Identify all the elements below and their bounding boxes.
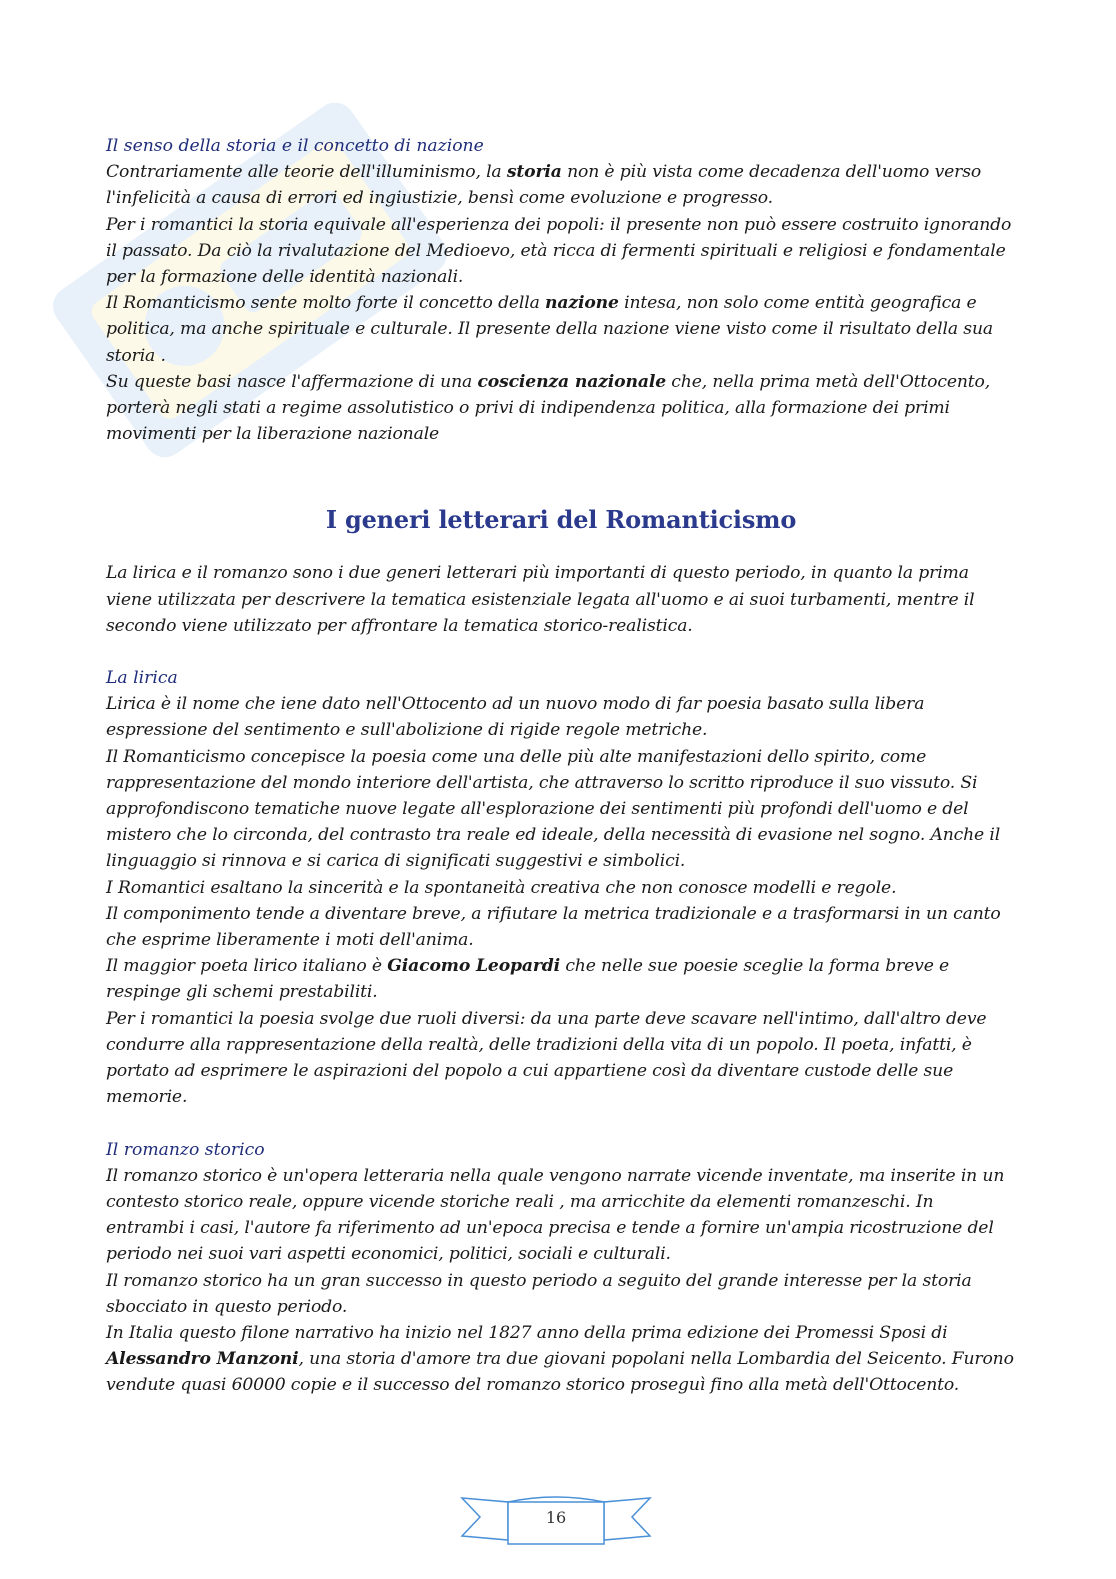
paragraph: I Romantici esaltano la sincerità e la spontaneità creativa che non conosce modelli e regole. (106, 877, 897, 898)
paragraph: Il Romanticismo sente molto forte il concetto della nazione intesa, non solo come entità geografica e politica, ma anche spirituale e culturale. Il presente della nazione viene visto come il risultato della sua storia . (106, 293, 993, 366)
paragraph: Il maggior poeta lirico italiano è Giacomo Leopardi che nelle sue poesie sceglie la forma breve e respinge gli schemi prestabiliti. (106, 956, 950, 1003)
page-content (106, 133, 1016, 1399)
paragraph: Contrariamente alle teorie dell'illuminismo, la storia non è più vista come decadenza dell'uomo verso l'infelicità a causa di errori ed ingiustizie, bensì come evoluzione e progresso. (106, 162, 982, 209)
paragraph: Il romanzo storico è un'opera letteraria nella quale vengono narrate vicende inventate, ma inserite in un contesto storico reale, oppure vicende storiche reali , ma arricchite da elementi romanzeschi. In entrambi i casi, l'autore fa riferimento ad un'epoca precisa e tende a fornire un'ampia ricostruzione del periodo nei suoi vari aspetti economici, politici, sociali e culturali. (106, 1165, 1005, 1265)
paragraph: Per i romantici la storia equivale all'esperienza dei popoli: il presente non può essere costruito ignorando il passato. Da ciò la rivalutazione del Medioevo, età ricca di fermenti spirituali e religiosi e fondamentale per la formazione delle identità nazionali. (106, 214, 1012, 288)
section-heading-romanzo: Il romanzo storico (106, 1139, 265, 1160)
section-heading-storia: Il senso della storia e il concetto di nazione (106, 136, 484, 156)
paragraph: Il Romanticismo concepisce la poesia come una delle più alte manifestazioni dello spirito, come rappresentazione del mondo interiore dell'artista, che attraverso lo scritto riproduce il suo vissuto. Si approfondiscono tematiche nuove legate all'esplorazione dei sentimenti più profondi dell'uomo e del mistero che lo circonda, del contrasto tra reale ed ideale, della necessità di evasione nel sogno. Anche il linguaggio si rinnova e si carica di significati suggestivi e simbolici. (106, 746, 1001, 872)
paragraph: Il romanzo storico ha un gran successo in questo periodo a seguito del grande interesse per la storia sbocciato in questo periodo. (106, 1270, 972, 1317)
section-heading-lirica: La lirica (106, 668, 178, 689)
chapter-title: I generi letterari del Romanticismo (325, 505, 797, 535)
paragraph: Su queste basi nasce l'affermazione di una coscienza nazionale che, nella prima metà dell'Ottocento, porterà negli stati a regime assolutistico o privi di indipendenza politica, alla formazione dei primi movimenti per la liberazione nazionale (106, 371, 991, 445)
paragraph: Per i romantici la poesia svolge due ruoli diversi: da una parte deve scavare nell'intimo, dall'altro deve condurre alla rappresentazione della realtà, delle tradizioni della vita di un popolo. Il poeta, infatti, è portato ad esprimere le aspirazioni del popolo a cui appartiene così da diventare custode delle sue memorie. (106, 1008, 987, 1108)
paragraph: Lirica è il nome che iene dato nell'Ottocento ad un nuovo modo di far poesia basato sulla libera espressione del sentimento e sull'abolizione di rigide regole metriche. (106, 694, 925, 741)
page-number: 16 (545, 1508, 567, 1527)
paragraph: In Italia questo filone narrativo ha inizio nel 1827 anno della prima edizione dei Promessi Sposi di Alessandro Manzoni, una storia d'amore tra due giovani popolani nella Lombardia del Seicento. Furono vendute quasi 60000 copie e il successo del romanzo storico proseguì fino alla metà dell'Ottocento. (106, 1322, 1014, 1396)
intro-paragraph: La lirica e il romanzo sono i due generi letterari più importanti di questo periodo, in quanto la prima viene utilizzata per descrivere la tematica esistenziale legata all'uomo e ai suoi turbamenti, mentre il secondo viene utilizzato per affrontare la tematica storico-realistica. (106, 563, 975, 636)
paragraph: Il componimento tende a diventare breve, a rifiutare la metrica tradizionale e a trasformarsi in un canto che esprime liberamente i moti dell'anima. (106, 903, 1001, 951)
